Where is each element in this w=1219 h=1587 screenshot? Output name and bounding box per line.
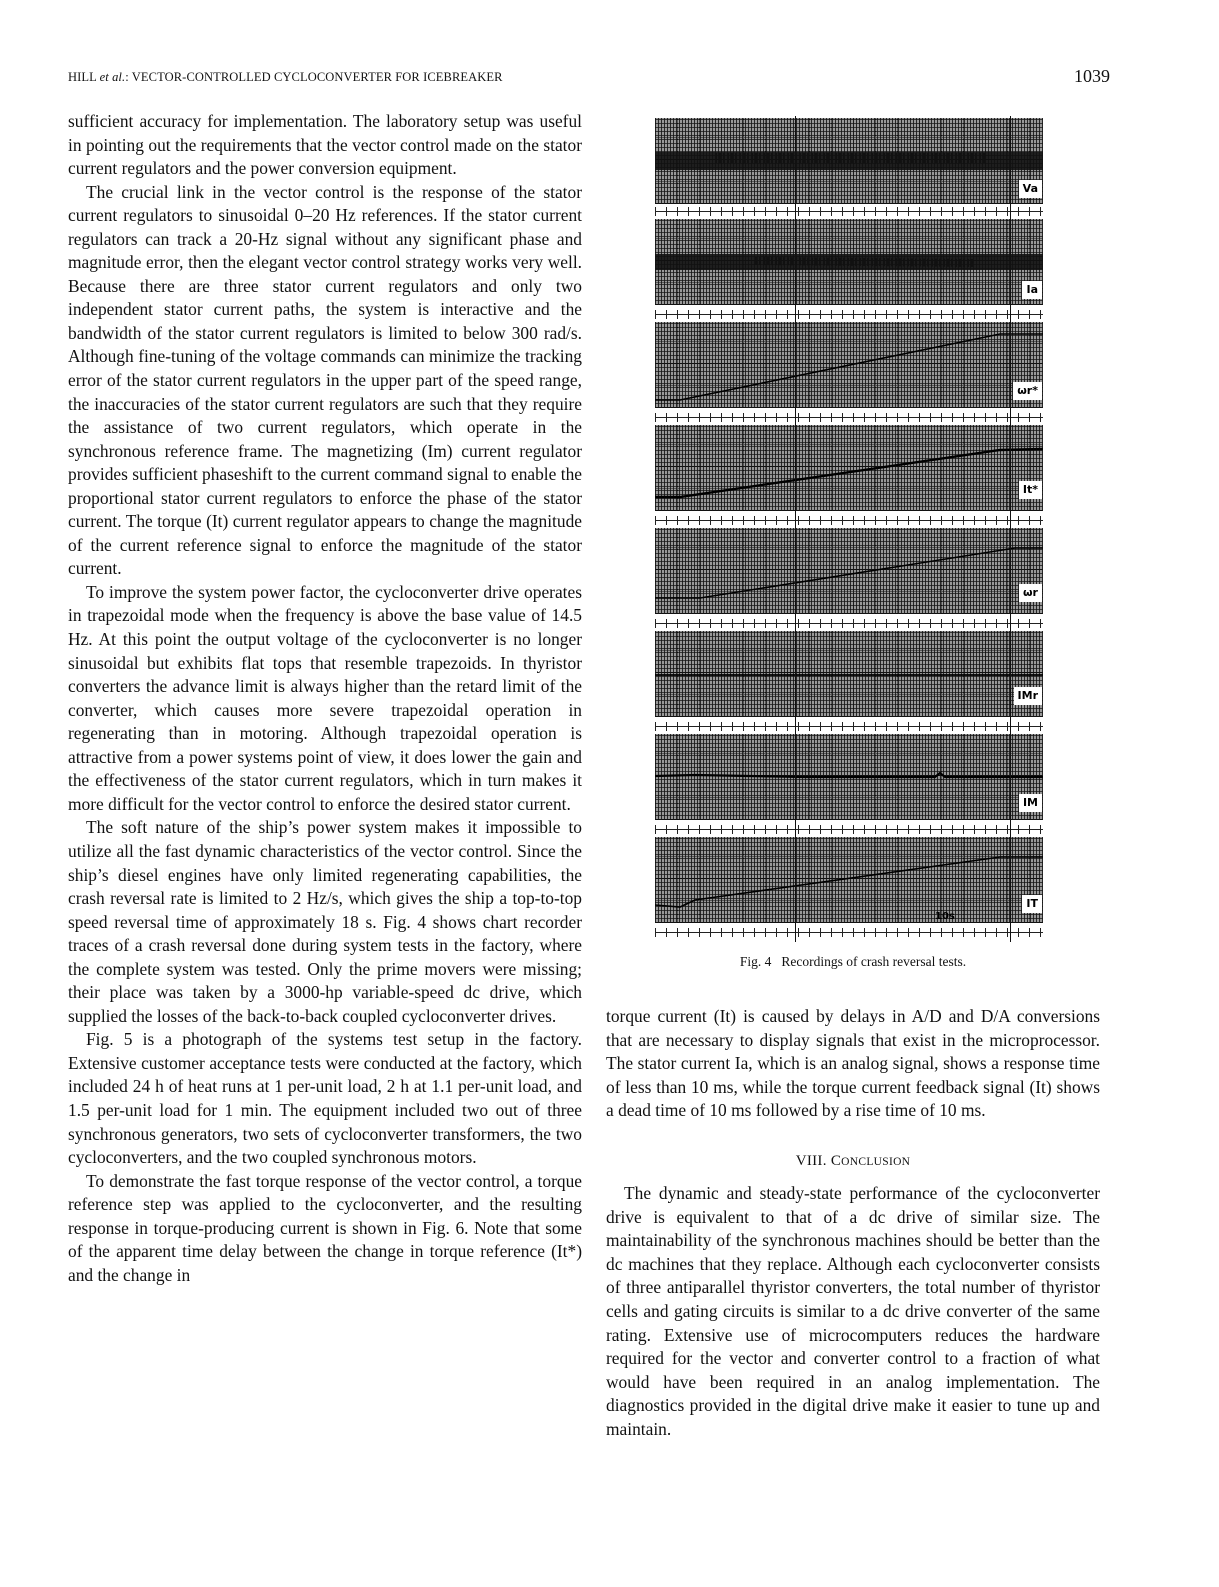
paragraph: The dynamic and steady-state performance of the cycloconverter drive is equivalent to that of a dc drive of similar size. The maintainability of the synchronous machines should be better than the dc machines that they replace. Although each cycloconverter consists of three antiparallel thyristor converters, the total number of thyristor cells and gating circuits is similar to a dc drive converter of the same rating. Extensive use of microcomputers reduces the hardware required for the vector and converter control to a fraction of what would have been required in an analog implementation. The diagnostics provided in the digital drive make it easier to tune up and maintain. [606,1183,1100,1439]
time-axis [655,822,1043,836]
caption-number: Fig. 4 [739,954,772,969]
running-title-etal: et al. [99,70,126,84]
flat-trace-icon [655,631,1043,717]
ramp-trace-icon [655,528,1043,614]
trace-strip-it-ref [655,425,1043,511]
time-axis [655,410,1043,424]
time-axis [655,616,1043,630]
caption-text: Recordings of crash reversal tests. [781,954,967,969]
ramp-trace-icon [655,322,1043,408]
trace-strip-it [655,837,1043,923]
paragraph: To demonstrate the fast torque response of the vector control, a torque reference step was applied to the cycloconverter, and the resulting response in torque-producing current is shown in Fig. 6. Note that some of the apparent time delay between the change in torque reference (It*) and the change in [68,1170,582,1285]
paragraph: To improve the system power factor, the cycloconverter drive operates in trapezoidal mode when the frequency is above the base value of 14.5 Hz. At this point the output voltage of the cycloconverter is no longer sinusoidal but exhibits flat tops that resemble trapezoids. In thyristor converters the advance limit is always higher than the retard limit of the converter, which causes more severe trapezoidal operation in regenerating than in motoring. Although trapezoidal operation is attractive from a power systems point of view, it does lower the gain and the effectiveness of the stator current regulators, which in turn makes it more difficult for the vector control to enforce the desired stator current. [68,581,582,814]
trace-strip-imr [655,631,1043,717]
trace-strip-im [655,734,1043,820]
paragraph: torque current (It) is caused by delays in A/D and D/A conversions that are necessary to display signals that exist in the microprocessor. The stator current Ia, which is an analog signal, shows a response time of less than 10 ms, while the torque current feedback signal (It) shows a dead time of 10 ms followed by a rise time of 10 ms. [606,1006,1100,1121]
running-title-prefix: HILL [68,70,100,84]
paragraph: The crucial link in the vector control is the response of the stator current regulators to sinusoidal 0–20 Hz references. If the stator current regulators can track a 20-Hz signal without any significant phase and magnitude error, then the elegant vector control strategy works very well. Because there are three stator current regulators and only two independent stator current paths, the system is interactive and the bandwidth of the stator current regulators is limited to below 300 rad/s. Although fine-tuning of the voltage commands can minimize the tracking error of the stator current regulators in the upper part of the speed range, the inaccuracies of the stator current regulators are such that they require the assistance of two current regulators, which operate in the synchronous reference frame. The magnetizing (Im) current regulator provides sufficient phaseshift to the current command signal to enable the proportional stator current regulators to enforce the phase of the stator current. The torque (It) current regulator appears to change the magnitude of the current reference signal to enforce the magnitude of the stator current. [68,181,582,579]
strip-label: It* [1019,481,1042,499]
left-column [68,110,582,1287]
time-axis [655,719,1043,733]
right-column [606,1005,1100,1441]
paragraph: The soft nature of the ship’s power system makes it impossible to utilize all the fast dynamic characteristics of the vector control. Since the ship’s diesel engines have only limited regenerating capabilities, the crash reversal rate is limited to 2 Hz/s, which gives the ship a top-to-top speed reversal time of approximately 18 s. Fig. 4 shows chart recorder traces of a crash reversal done during system tests in the factory, where the complete system was tested. Only the prime movers were missing; their place was taken by a 3000-hp variable-speed dc drive, which supplied the losses of the back-to-back coupled cycloconverter drives. [68,817,582,1026]
section-number: VIII. [795,1152,827,1169]
trace-strip-ia [655,219,1043,305]
section-title-rest: ONCLUSION [841,1155,911,1168]
strip-label: IT [1022,895,1042,913]
strip-label: ωr* [1013,382,1042,400]
paragraph: sufficient accuracy for implementation. The laboratory setup was useful in pointing out the requirements that the vector control made on the stator current regulators and the power conversion equipment. [68,111,582,179]
page-number: 1039 [1074,66,1110,86]
time-axis [655,307,1043,321]
time-axis [655,513,1043,527]
time-axis [655,925,1043,939]
strip-label: IM [1019,794,1042,812]
strip-label: Ia [1022,281,1042,299]
ramp-trace-icon [655,425,1043,511]
time-scale-annotation: 10s [935,911,955,922]
section-heading-conclusion [606,1150,1100,1175]
strip-label: Va [1019,180,1042,198]
section-title-initial: C [830,1152,842,1169]
strip-label: IMr [1014,687,1042,705]
running-title-suffix: : VECTOR-CONTROLLED CYCLOCONVERTER FOR ICEBREAKER [125,70,503,84]
trace-strip-wr [655,528,1043,614]
trace-strip-va [655,118,1043,204]
oscillating-trace-icon [655,219,1043,305]
running-header [68,70,503,85]
paragraph: Fig. 5 is a photograph of the systems test setup in the factory. Extensive customer acceptance tests were conducted at the factory, which included 24 h of heat runs at 1 per-unit load, 2 h at 1.1 per-unit load, and 1.5 per-unit load for 1 min. The equipment included two out of three synchronous generators, two sets of cycloconverter transformers, the two cycloconverters, and the two coupled synchronous motors. [68,1029,582,1168]
figure-caption [606,954,1100,970]
time-marker-line [1010,116,1011,942]
time-marker-line [795,116,796,942]
ramp-trace-icon [655,837,1043,923]
strip-label: ωr [1019,584,1042,602]
time-axis [655,204,1043,218]
oscillating-trace-icon [655,118,1043,204]
trace-strip-wr-ref [655,322,1043,408]
figure-4-chart-recordings [652,116,1046,942]
flat-trace-icon [655,734,1043,820]
